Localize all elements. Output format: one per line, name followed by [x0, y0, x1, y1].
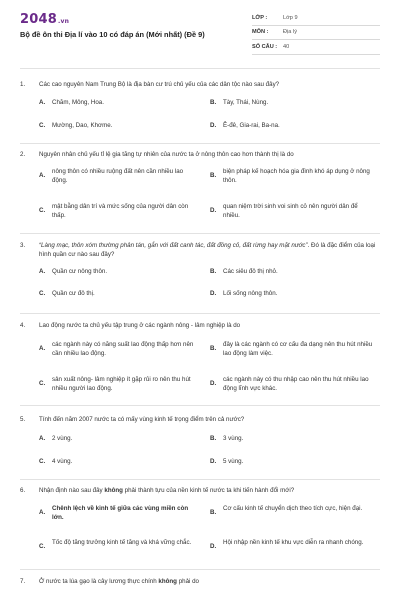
option-text: quan niệm trời sinh voi sinh cỏ nên người dân để nhiều.	[223, 203, 358, 219]
question-2-options	[39, 168, 380, 230]
option-letter: C.	[39, 207, 46, 214]
option-d[interactable]	[210, 203, 375, 220]
question-number: 3.	[20, 242, 26, 249]
option-text: các ngành này có năng suất lao động thấp hơn nên cần nhiều lao động.	[52, 341, 194, 357]
option-text: Chênh lệch về kinh tế giữa các vùng miền còn lớn.	[52, 505, 189, 521]
option-c[interactable]	[39, 122, 204, 131]
option-letter: D.	[210, 380, 217, 387]
option-letter: C.	[39, 290, 46, 297]
option-d[interactable]	[210, 458, 375, 467]
option-letter: C.	[39, 122, 46, 129]
question-number: 7.	[20, 578, 26, 585]
question-number: 5.	[20, 416, 26, 423]
option-letter: B.	[210, 172, 217, 179]
option-c[interactable]	[39, 458, 204, 467]
option-text: các ngành này có thu nhập cao nên thu hút nhiều lao động lĩnh vực khác.	[223, 376, 369, 392]
option-text: Mường, Dao, Khơme.	[52, 122, 113, 129]
divider	[20, 405, 380, 406]
option-letter: A.	[39, 268, 46, 275]
option-letter: D.	[210, 458, 217, 465]
divider	[20, 233, 380, 234]
option-text: 4 vùng.	[52, 458, 73, 465]
question-number: 6.	[20, 487, 26, 494]
option-letter: B.	[210, 268, 217, 275]
option-c[interactable]	[39, 203, 199, 220]
option-letter: B.	[210, 509, 217, 516]
logo-tld: .vn	[57, 18, 70, 25]
question-text: Các cao nguyên Nam Trung Bộ là địa bàn cư trú chủ yếu của các dân tộc nào sau đây?	[39, 81, 280, 88]
option-letter: A.	[39, 345, 46, 352]
option-b[interactable]	[210, 168, 375, 185]
option-text: Lối sống nông thôn.	[223, 290, 278, 297]
option-text: Quần cư nông thôn.	[52, 268, 108, 275]
meta-value-grade: Lớp 9	[283, 14, 298, 21]
question-number: 2.	[20, 151, 26, 158]
option-text: Quần cư đô thị.	[52, 290, 95, 297]
option-b[interactable]	[210, 341, 375, 358]
option-a[interactable]	[39, 341, 199, 358]
option-letter: D.	[210, 207, 217, 214]
option-letter: C.	[39, 543, 46, 550]
document-title: Bộ đề ôn thi Địa lí vào 10 có đáp án (Mới nhất) (Đề 9)	[20, 30, 205, 39]
question-number: 1.	[20, 81, 26, 88]
option-text: Hội nhập nền kinh tế khu vực diễn ra nhanh chóng.	[223, 539, 364, 546]
divider	[20, 569, 380, 570]
option-letter: A.	[39, 435, 46, 442]
option-letter: A.	[39, 172, 46, 179]
option-d[interactable]	[210, 122, 375, 131]
option-text: 5 vùng.	[223, 458, 244, 465]
divider	[20, 313, 380, 314]
question-3-options	[39, 268, 380, 308]
option-letter: A.	[39, 509, 46, 516]
option-c[interactable]	[39, 539, 199, 552]
option-letter: A.	[39, 99, 46, 106]
divider	[20, 68, 380, 69]
meta-label-grade: LỚP :	[252, 14, 268, 21]
meta-value-subject: Địa lý	[283, 29, 297, 36]
question-7	[20, 577, 380, 586]
question-text: Lao động nước ta chủ yếu tập trung ở các ngành nông - lâm nghiệp là do	[39, 322, 241, 329]
question-6-options	[39, 505, 380, 567]
question-1	[20, 80, 380, 89]
option-letter: D.	[210, 290, 217, 297]
question-4	[20, 321, 380, 330]
option-letter: C.	[39, 380, 46, 387]
option-text: Các siêu đô thị nhỏ.	[223, 268, 278, 275]
option-text: mật bằng dân trí và mức sống của người dân còn thấp.	[52, 203, 189, 219]
question-text-emphasis: không	[104, 487, 123, 494]
option-text: đây là các ngành có cơ cấu đa dạng nên thu hút nhiều lao động làm việc.	[223, 341, 373, 357]
option-c[interactable]	[39, 290, 204, 299]
option-text: biện pháp kế hoạch hóa gia đình khó áp dụng ở nông thôn.	[223, 168, 370, 184]
option-a[interactable]	[39, 435, 204, 444]
option-b[interactable]	[210, 505, 375, 518]
option-d[interactable]	[210, 539, 375, 552]
question-5-options	[39, 435, 380, 475]
option-d[interactable]	[210, 376, 375, 393]
option-text: nông thôn có nhiều ruộng đất nên cần nhiều lao động.	[52, 168, 184, 184]
question-quote: “Làng mạc, thôn xóm thường phân tán, gắn với đất canh tác, đất đồng cỏ, đất rừng hay mặt nước”	[39, 242, 308, 249]
meta-label-subject: MÔN :	[252, 29, 269, 36]
meta-row-count	[252, 40, 380, 55]
option-a[interactable]	[39, 99, 204, 108]
question-text-before: Nhận định nào sau đây	[39, 487, 105, 494]
option-a[interactable]	[39, 268, 204, 277]
option-text: Cơ cấu kinh tế chuyển dịch theo tích cực, hiện đại.	[223, 505, 363, 512]
question-text-before: Ở nước ta lúa gạo là cây lương thực chính	[39, 578, 159, 585]
option-text: Tốc độ tăng trưởng kinh tế tăng và khá vững chắc.	[52, 539, 192, 546]
option-text: Tày, Thái, Nùng.	[223, 99, 269, 106]
question-6	[20, 486, 380, 495]
question-text: Tính đến năm 2007 nước ta có mấy vùng kinh tế trọng điểm trên cả nước?	[39, 416, 245, 423]
option-letter: C.	[39, 458, 46, 465]
question-3	[20, 241, 380, 259]
meta-info	[252, 11, 380, 55]
site-logo[interactable]	[20, 12, 69, 27]
meta-row-subject	[252, 26, 380, 41]
option-text: 3 vùng.	[223, 435, 244, 442]
divider	[20, 479, 380, 480]
option-a[interactable]	[39, 505, 199, 522]
question-text	[39, 241, 380, 259]
question-2	[20, 150, 380, 159]
option-letter: B.	[210, 345, 217, 352]
page-header	[0, 0, 400, 62]
meta-row-grade	[252, 11, 380, 26]
question-text-after: phải thành tựu của nền kinh tế nước ta khi tiến hành đổi mới?	[122, 487, 295, 494]
option-text: Chăm, Mông, Hoa.	[52, 99, 104, 106]
option-letter: D.	[210, 543, 217, 550]
question-text	[39, 486, 380, 495]
logo-text: 2048	[20, 12, 57, 27]
meta-value-count: 40	[283, 43, 290, 50]
option-c[interactable]	[39, 376, 199, 393]
divider	[20, 143, 380, 144]
question-text-after: phải do	[176, 578, 199, 585]
question-5	[20, 415, 380, 424]
option-b[interactable]	[210, 435, 375, 444]
question-text	[39, 577, 380, 586]
meta-label-count: SỐ CÂU :	[252, 43, 278, 50]
question-text-rest: . Đó là đặc điểm của loại hình quần cư nào sau đây?	[39, 242, 376, 258]
option-d[interactable]	[210, 290, 375, 299]
option-a[interactable]	[39, 168, 199, 185]
question-1-options	[39, 99, 380, 139]
question-4-options	[39, 341, 380, 403]
option-b[interactable]	[210, 99, 375, 108]
option-letter: D.	[210, 122, 217, 129]
option-letter: B.	[210, 99, 217, 106]
question-text-emphasis: không	[158, 578, 177, 585]
option-text: sản xuất nông- lâm nghiệp ít gặp rủi ro nên thu hút nhiều người lao động.	[52, 376, 191, 392]
question-text: Nguyên nhân chủ yếu tỉ lệ gia tăng tự nhiên của nước ta ở nông thôn cao hơn thành thị là do	[39, 151, 294, 158]
question-number: 4.	[20, 322, 26, 329]
option-text: 2 vùng.	[52, 435, 73, 442]
option-b[interactable]	[210, 268, 375, 277]
option-letter: B.	[210, 435, 217, 442]
option-text: Ê-đê, Gia-rai, Ba-na.	[223, 122, 280, 129]
